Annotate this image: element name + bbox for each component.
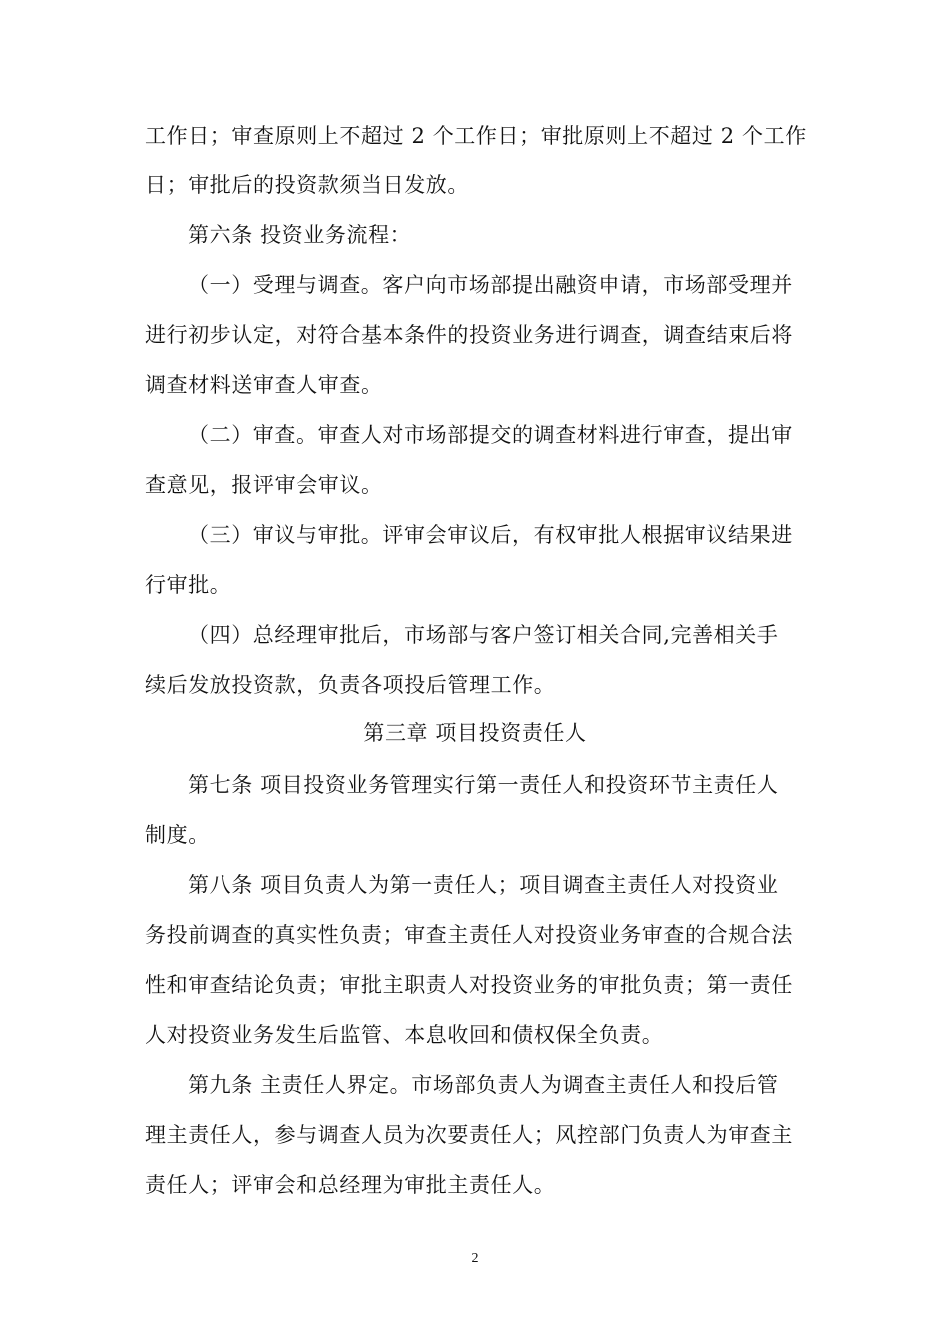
text-line-11: （四）总经理审批后，市场部与客户签订相关合同,完善相关手 [188,623,779,647]
chapter-3-heading: 第三章 项目投资责任人 [363,721,587,745]
text-line-9: （三）审议与审批。评审会审议后，有权审批人根据审议结果进 [188,523,793,547]
article-6-heading: 第六条 投资业务流程： [188,223,412,247]
text-line-1: 工作日；审查原则上不超过 2 个工作日；审批原则上不超过 2 个工作 [145,124,807,148]
text-line-4: （一）受理与调查。客户向市场部提出融资申请，市场部受理并 [188,273,793,297]
article-8-line-2: 务投前调查的真实性负责；审查主责任人对投资业务审查的合规合法 [145,923,793,947]
text-line-5: 进行初步认定，对符合基本条件的投资业务进行调查，调查结束后将 [145,323,793,347]
article-9-line-3: 责任人；评审会和总经理为审批主责任人。 [145,1173,556,1197]
text-line-2: 日；审批后的投资款须当日发放。 [145,173,469,197]
article-8-line-3: 性和审查结论负责；审批主职责人对投资业务的审批负责；第一责任 [145,973,793,997]
text-line-10: 行审批。 [145,573,232,597]
text-line-12: 续后发放投资款，负责各项投后管理工作。 [145,673,556,697]
article-9-line-1: 第九条 主责任人界定。市场部负责人为调查主责任人和投后管 [188,1073,779,1097]
text-line-8: 查意见，报评审会审议。 [145,473,383,497]
text-line-6: 调查材料送审查人审查。 [145,373,383,397]
text-line-7: （二）审查。审查人对市场部提交的调查材料进行审查，提出审 [188,423,793,447]
page-number: 2 [471,1251,479,1266]
article-7-line-2: 制度。 [145,823,210,847]
article-7-line-1: 第七条 项目投资业务管理实行第一责任人和投资环节主责任人 [188,773,779,797]
article-8-line-1: 第八条 项目负责人为第一责任人；项目调查主责任人对投资业 [188,873,779,897]
article-8-line-4: 人对投资业务发生后监管、本息收回和债权保全负责。 [145,1023,664,1047]
article-9-line-2: 理主责任人，参与调查人员为次要责任人；风控部门负责人为审查主 [145,1123,793,1147]
